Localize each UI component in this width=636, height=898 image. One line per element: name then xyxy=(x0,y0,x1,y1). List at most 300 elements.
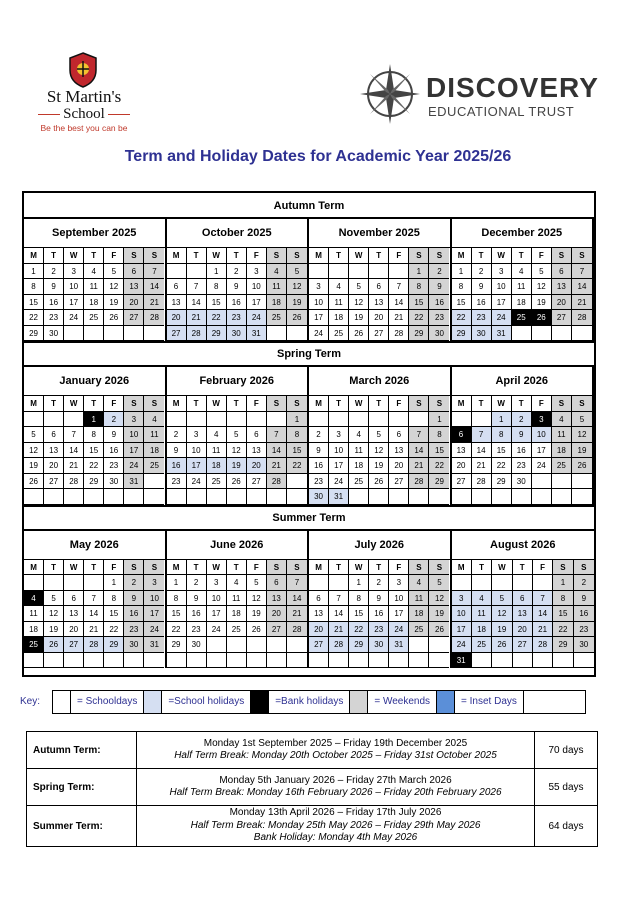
day-cell: 21 xyxy=(287,606,307,622)
day-cell: 19 xyxy=(369,458,389,474)
day-cell: 10 xyxy=(187,443,207,459)
day-cell: 30 xyxy=(512,474,532,490)
day-header: S xyxy=(267,396,287,412)
day-cell: 4 xyxy=(329,279,349,295)
day-cell: 5 xyxy=(247,575,267,591)
month-title: August 2026 xyxy=(452,531,595,560)
month-block xyxy=(452,219,595,341)
empty-cell xyxy=(187,264,207,280)
legend-item xyxy=(144,691,251,713)
day-cell: 3 xyxy=(492,264,512,280)
day-cell: 23 xyxy=(429,310,449,326)
empty-cell xyxy=(207,637,227,653)
day-cell: 26 xyxy=(227,474,247,490)
day-cell: 1 xyxy=(167,575,187,591)
empty-cell xyxy=(349,489,369,505)
empty-cell xyxy=(44,653,64,669)
empty-cell xyxy=(409,637,429,653)
day-header: W xyxy=(349,396,369,412)
day-cell: 10 xyxy=(492,279,512,295)
day-cell: 15 xyxy=(24,295,44,311)
day-cell: 4 xyxy=(349,427,369,443)
day-cell: 6 xyxy=(247,427,267,443)
day-cell: 5 xyxy=(349,279,369,295)
day-cell: 23 xyxy=(227,310,247,326)
day-cell: 24 xyxy=(389,622,409,638)
day-cell: 29 xyxy=(553,637,573,653)
day-cell: 19 xyxy=(24,458,44,474)
empty-cell xyxy=(452,575,472,591)
day-cell: 14 xyxy=(409,443,429,459)
legend-swatch xyxy=(350,691,368,713)
day-cell: 17 xyxy=(309,310,329,326)
day-cell: 14 xyxy=(572,279,592,295)
empty-cell xyxy=(187,653,207,669)
day-cell: 15 xyxy=(104,606,124,622)
day-cell: 22 xyxy=(287,458,307,474)
day-cell: 14 xyxy=(533,606,553,622)
day-cell: 13 xyxy=(309,606,329,622)
day-cell: 29 xyxy=(409,326,429,342)
day-cell: 4 xyxy=(24,591,44,607)
empty-cell xyxy=(369,412,389,428)
empty-cell xyxy=(44,575,64,591)
empty-cell xyxy=(144,489,164,505)
empty-cell xyxy=(572,474,592,490)
day-cell: 21 xyxy=(533,622,553,638)
day-cell: 14 xyxy=(267,443,287,459)
day-cell: 24 xyxy=(492,310,512,326)
day-cell: 5 xyxy=(227,427,247,443)
term-days: 70 days xyxy=(548,744,584,756)
day-cell: 3 xyxy=(452,591,472,607)
empty-cell xyxy=(227,489,247,505)
day-cell: 21 xyxy=(144,295,164,311)
day-cell: 10 xyxy=(389,591,409,607)
day-cell: 16 xyxy=(309,458,329,474)
day-cell: 25 xyxy=(207,474,227,490)
day-cell: 18 xyxy=(267,295,287,311)
day-header: F xyxy=(389,248,409,264)
legend-swatch xyxy=(437,691,455,713)
term-break: Half Term Break: Monday 20th October 2025 – Friday 31st October 2025 xyxy=(174,750,497,761)
day-cell: 13 xyxy=(247,443,267,459)
empty-cell xyxy=(429,653,449,669)
day-cell: 14 xyxy=(64,443,84,459)
term-break: Half Term Break: Monday 16th February 2026 – Friday 20th February 2026 xyxy=(169,787,502,798)
empty-cell xyxy=(84,653,104,669)
legend-text: =Bank holidays xyxy=(269,691,350,713)
day-cell: 23 xyxy=(574,622,594,638)
day-cell: 15 xyxy=(349,606,369,622)
empty-cell xyxy=(227,412,247,428)
empty-cell xyxy=(167,264,187,280)
day-cell: 20 xyxy=(552,295,572,311)
day-header: T xyxy=(44,560,64,576)
month-title: December 2025 xyxy=(452,219,593,248)
empty-cell xyxy=(187,489,207,505)
empty-cell xyxy=(167,489,187,505)
empty-cell xyxy=(492,489,512,505)
day-header: W xyxy=(492,248,512,264)
legend-text: =School holidays xyxy=(162,691,251,713)
day-cell: 28 xyxy=(64,474,84,490)
term-summary-row xyxy=(27,732,597,769)
day-cell: 25 xyxy=(512,310,532,326)
day-header: S xyxy=(572,248,592,264)
day-cell: 26 xyxy=(104,310,124,326)
day-cell: 31 xyxy=(124,474,144,490)
day-cell: 12 xyxy=(44,606,64,622)
month-block xyxy=(309,367,452,505)
day-cell: 1 xyxy=(429,412,449,428)
day-cell: 17 xyxy=(247,295,267,311)
month-block xyxy=(452,531,595,669)
day-cell: 3 xyxy=(247,264,267,280)
empty-cell xyxy=(287,326,307,342)
day-cell: 21 xyxy=(84,622,104,638)
day-cell: 9 xyxy=(369,591,389,607)
term-date-range: Monday 13th April 2026 – Friday 17th July 2026 xyxy=(229,807,442,819)
day-cell: 19 xyxy=(104,295,124,311)
day-cell: 13 xyxy=(552,279,572,295)
day-cell: 11 xyxy=(24,606,44,622)
day-cell: 22 xyxy=(24,310,44,326)
key-label: Key: xyxy=(20,696,41,707)
day-cell: 27 xyxy=(552,310,572,326)
day-cell: 20 xyxy=(44,458,64,474)
day-cell: 9 xyxy=(167,443,187,459)
day-cell: 18 xyxy=(329,310,349,326)
month-block xyxy=(24,219,167,341)
day-header: M xyxy=(167,560,187,576)
day-cell: 13 xyxy=(124,279,144,295)
day-cell: 30 xyxy=(104,474,124,490)
legend-text: = Weekends xyxy=(368,691,437,713)
empty-cell xyxy=(267,489,287,505)
day-cell: 24 xyxy=(144,622,164,638)
empty-cell xyxy=(267,653,287,669)
empty-cell xyxy=(389,653,409,669)
day-cell: 6 xyxy=(167,279,187,295)
day-cell: 17 xyxy=(124,443,144,459)
day-cell: 30 xyxy=(227,326,247,342)
day-cell: 22 xyxy=(349,622,369,638)
day-cell: 23 xyxy=(472,310,492,326)
day-cell: 31 xyxy=(452,653,472,669)
day-header: S xyxy=(144,396,164,412)
empty-cell xyxy=(124,653,144,669)
term-name: Spring Term: xyxy=(27,769,137,805)
day-cell: 28 xyxy=(287,622,307,638)
day-cell: 24 xyxy=(207,622,227,638)
day-cell: 14 xyxy=(287,591,307,607)
day-cell: 8 xyxy=(409,279,429,295)
day-header: F xyxy=(247,396,267,412)
day-cell: 3 xyxy=(309,279,329,295)
empty-cell xyxy=(267,412,287,428)
day-cell: 25 xyxy=(24,637,44,653)
day-header: S xyxy=(429,396,449,412)
day-cell: 17 xyxy=(532,443,552,459)
day-header: M xyxy=(24,396,44,412)
day-cell: 3 xyxy=(64,264,84,280)
empty-cell xyxy=(574,653,594,669)
day-cell: 31 xyxy=(144,637,164,653)
day-header: T xyxy=(227,248,247,264)
day-cell: 23 xyxy=(124,622,144,638)
month-title: June 2026 xyxy=(167,531,308,560)
day-header: T xyxy=(84,248,104,264)
day-cell: 10 xyxy=(207,591,227,607)
empty-cell xyxy=(349,653,369,669)
legend-item xyxy=(251,691,350,713)
empty-cell xyxy=(44,412,64,428)
day-cell: 25 xyxy=(409,622,429,638)
day-cell: 9 xyxy=(44,279,64,295)
day-cell: 26 xyxy=(572,458,592,474)
day-cell: 28 xyxy=(329,637,349,653)
day-header: F xyxy=(389,560,409,576)
day-cell: 17 xyxy=(329,458,349,474)
school-crest-icon xyxy=(68,52,98,88)
day-cell: 5 xyxy=(44,591,64,607)
day-cell: 15 xyxy=(207,295,227,311)
day-cell: 18 xyxy=(84,295,104,311)
day-cell: 11 xyxy=(409,591,429,607)
day-cell: 8 xyxy=(553,591,573,607)
empty-cell xyxy=(452,412,472,428)
day-cell: 10 xyxy=(247,279,267,295)
day-cell: 1 xyxy=(349,575,369,591)
empty-cell xyxy=(104,326,124,342)
day-cell: 12 xyxy=(227,443,247,459)
month-title: May 2026 xyxy=(24,531,165,560)
day-cell: 17 xyxy=(452,622,472,638)
month-block xyxy=(167,531,310,669)
day-cell: 14 xyxy=(389,295,409,311)
day-cell: 26 xyxy=(349,326,369,342)
day-cell: 17 xyxy=(389,606,409,622)
day-cell: 26 xyxy=(532,310,552,326)
empty-cell xyxy=(227,653,247,669)
day-cell: 19 xyxy=(532,295,552,311)
month-title: March 2026 xyxy=(309,367,450,396)
term-name: Autumn Term: xyxy=(27,732,137,768)
day-header: S xyxy=(409,560,429,576)
school-sub: School xyxy=(30,106,138,122)
day-cell: 28 xyxy=(409,474,429,490)
day-cell: 11 xyxy=(84,279,104,295)
day-cell: 4 xyxy=(144,412,164,428)
day-cell: 27 xyxy=(452,474,472,490)
empty-cell xyxy=(84,575,104,591)
day-cell: 15 xyxy=(409,295,429,311)
day-cell: 23 xyxy=(167,474,187,490)
day-cell: 16 xyxy=(187,606,207,622)
day-cell: 6 xyxy=(389,427,409,443)
empty-cell xyxy=(572,326,592,342)
day-cell: 16 xyxy=(369,606,389,622)
day-header: W xyxy=(349,560,369,576)
day-cell: 4 xyxy=(552,412,572,428)
day-cell: 27 xyxy=(389,474,409,490)
empty-cell xyxy=(572,489,592,505)
term-dates xyxy=(137,732,535,768)
legend-key xyxy=(52,690,586,714)
day-header: S xyxy=(429,560,449,576)
day-header: S xyxy=(287,248,307,264)
day-header: T xyxy=(187,248,207,264)
empty-cell xyxy=(429,489,449,505)
day-cell: 31 xyxy=(247,326,267,342)
empty-cell xyxy=(267,637,287,653)
day-cell: 8 xyxy=(167,591,187,607)
day-cell: 30 xyxy=(574,637,594,653)
day-cell: 29 xyxy=(24,326,44,342)
day-header: S xyxy=(429,248,449,264)
day-header: T xyxy=(44,248,64,264)
day-cell: 25 xyxy=(144,458,164,474)
day-cell: 11 xyxy=(267,279,287,295)
day-cell: 24 xyxy=(452,637,472,653)
legend-item xyxy=(53,691,144,713)
day-cell: 24 xyxy=(309,326,329,342)
day-header: W xyxy=(64,248,84,264)
day-cell: 7 xyxy=(572,264,592,280)
day-cell: 7 xyxy=(329,591,349,607)
empty-cell xyxy=(533,653,553,669)
day-cell: 12 xyxy=(104,279,124,295)
day-header: W xyxy=(492,560,512,576)
empty-cell xyxy=(167,653,187,669)
empty-cell xyxy=(287,489,307,505)
day-cell: 22 xyxy=(409,310,429,326)
day-cell: 5 xyxy=(492,591,512,607)
empty-cell xyxy=(84,489,104,505)
day-cell: 30 xyxy=(472,326,492,342)
day-header: T xyxy=(369,396,389,412)
day-cell: 6 xyxy=(44,427,64,443)
day-cell: 15 xyxy=(287,443,307,459)
day-cell: 20 xyxy=(267,606,287,622)
empty-cell xyxy=(247,637,267,653)
day-cell: 21 xyxy=(409,458,429,474)
day-cell: 9 xyxy=(187,591,207,607)
month-block xyxy=(167,367,310,505)
day-cell: 4 xyxy=(267,264,287,280)
day-cell: 4 xyxy=(227,575,247,591)
month-title: November 2025 xyxy=(309,219,450,248)
day-cell: 8 xyxy=(452,279,472,295)
empty-cell xyxy=(472,653,492,669)
day-cell: 28 xyxy=(267,474,287,490)
day-cell: 29 xyxy=(429,474,449,490)
day-cell: 13 xyxy=(64,606,84,622)
day-cell: 28 xyxy=(533,637,553,653)
day-header: S xyxy=(287,560,307,576)
day-cell: 3 xyxy=(144,575,164,591)
month-block xyxy=(452,367,595,505)
empty-cell xyxy=(144,653,164,669)
compass-icon xyxy=(358,62,422,126)
day-cell: 18 xyxy=(207,458,227,474)
day-cell: 8 xyxy=(429,427,449,443)
day-cell: 25 xyxy=(349,474,369,490)
day-cell: 19 xyxy=(287,295,307,311)
empty-cell xyxy=(247,489,267,505)
day-header: T xyxy=(329,396,349,412)
day-cell: 16 xyxy=(429,295,449,311)
term-summary-row xyxy=(27,769,597,806)
day-cell: 3 xyxy=(207,575,227,591)
day-cell: 17 xyxy=(64,295,84,311)
day-cell: 9 xyxy=(104,427,124,443)
legend-swatch xyxy=(251,691,269,713)
day-cell: 28 xyxy=(472,474,492,490)
day-cell: 21 xyxy=(472,458,492,474)
empty-cell xyxy=(472,489,492,505)
day-cell: 11 xyxy=(329,295,349,311)
day-cell: 23 xyxy=(309,474,329,490)
day-cell: 11 xyxy=(207,443,227,459)
day-cell: 21 xyxy=(389,310,409,326)
day-cell: 14 xyxy=(144,279,164,295)
day-cell: 28 xyxy=(572,310,592,326)
school-logo xyxy=(30,50,145,140)
day-cell: 16 xyxy=(227,295,247,311)
day-cell: 28 xyxy=(144,310,164,326)
day-header: S xyxy=(574,560,594,576)
empty-cell xyxy=(492,653,512,669)
day-header: S xyxy=(267,560,287,576)
day-cell: 16 xyxy=(472,295,492,311)
day-cell: 22 xyxy=(167,622,187,638)
empty-cell xyxy=(552,474,572,490)
day-cell: 3 xyxy=(389,575,409,591)
day-cell: 7 xyxy=(64,427,84,443)
day-cell: 7 xyxy=(267,427,287,443)
empty-cell xyxy=(329,575,349,591)
day-cell: 12 xyxy=(247,591,267,607)
day-cell: 13 xyxy=(513,606,533,622)
empty-cell xyxy=(104,653,124,669)
day-cell: 11 xyxy=(227,591,247,607)
day-header: W xyxy=(64,560,84,576)
day-cell: 22 xyxy=(429,458,449,474)
empty-cell xyxy=(532,326,552,342)
day-cell: 14 xyxy=(84,606,104,622)
day-cell: 21 xyxy=(64,458,84,474)
day-cell: 27 xyxy=(124,310,144,326)
day-cell: 5 xyxy=(104,264,124,280)
month-title: July 2026 xyxy=(309,531,450,560)
empty-cell xyxy=(24,575,44,591)
day-cell: 4 xyxy=(207,427,227,443)
day-cell: 30 xyxy=(124,637,144,653)
day-cell: 28 xyxy=(84,637,104,653)
day-cell: 8 xyxy=(24,279,44,295)
day-cell: 24 xyxy=(247,310,267,326)
day-cell: 16 xyxy=(574,606,594,622)
month-block xyxy=(24,531,167,669)
day-cell: 9 xyxy=(512,427,532,443)
day-cell: 5 xyxy=(369,427,389,443)
day-cell: 26 xyxy=(429,622,449,638)
empty-cell xyxy=(144,326,164,342)
day-cell: 22 xyxy=(84,458,104,474)
day-cell: 24 xyxy=(187,474,207,490)
